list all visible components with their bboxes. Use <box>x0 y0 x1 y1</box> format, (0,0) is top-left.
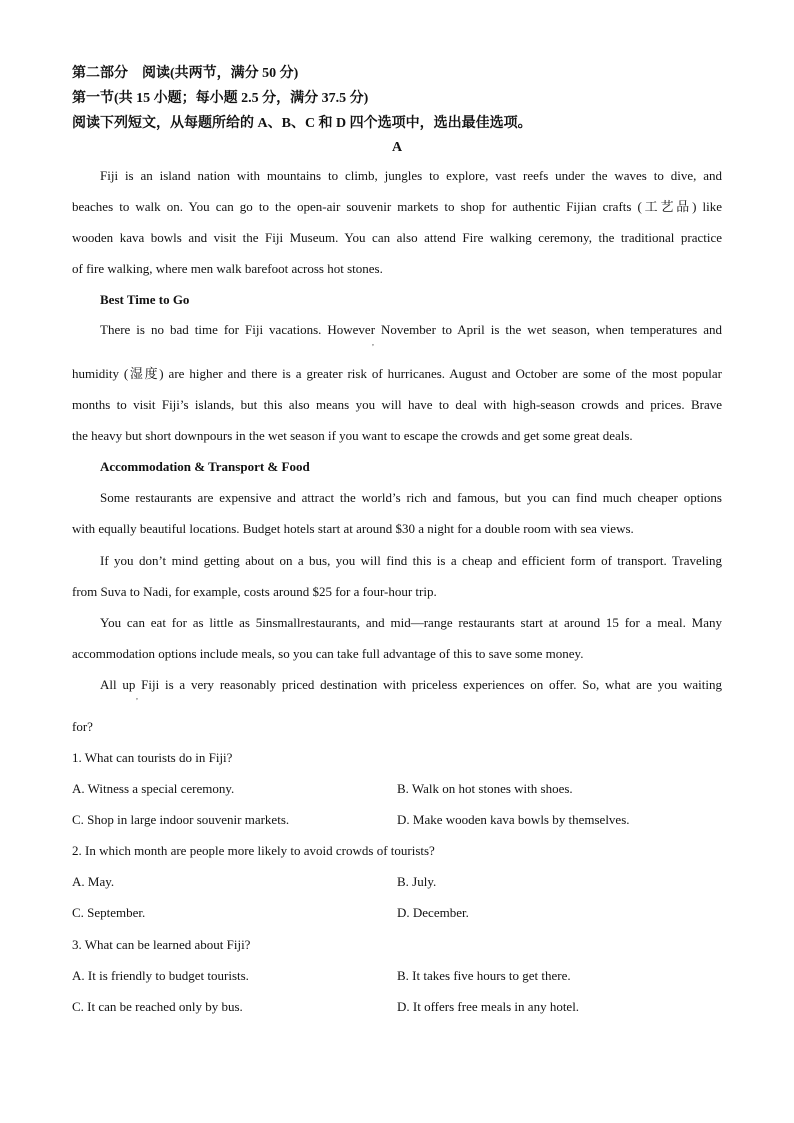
section-title: 第一节(共 15 小题；每小题 2.5 分，满分 37.5 分) <box>72 91 369 106</box>
heading-accommodation: Accommodation & Transport & Food <box>100 459 310 474</box>
paragraph-line: for? <box>72 719 93 734</box>
paragraph-line: Some restaurants are expensive and attract the world’s rich and famous, but you can find much cheaper options <box>100 490 722 505</box>
heading-best-time: Best Time to Go <box>100 292 190 307</box>
paragraph-line: Fiji is an island nation with mountains to climb, jungles to explore, vast reefs under the waves to dive, and <box>100 168 722 183</box>
option-a[interactable]: A. Witness a special ceremony. <box>72 781 235 796</box>
passage-label: A <box>391 140 403 155</box>
paragraph-line: the heavy but short downpours in the wet season if you want to escape the crowds and get some great deals. <box>72 428 633 443</box>
question-stem: 3. What can be learned about Fiji? <box>72 937 251 952</box>
option-c[interactable]: C. Shop in large indoor souvenir markets. <box>72 812 290 827</box>
option-b[interactable]: B. July. <box>397 874 437 889</box>
stray-comma-mark: , <box>372 338 374 347</box>
option-d[interactable]: D. December. <box>397 905 469 920</box>
paragraph-line: You can eat for as little as 5insmallrestaurants, and mid—range restaurants start at around 15 for a meal. Many <box>100 615 722 630</box>
paragraph-line: months to visit Fiji’s islands, but this also means you will have to deal with high-season crowds and prices. Brave <box>72 397 722 412</box>
option-b[interactable]: B. It takes five hours to get there. <box>397 968 571 983</box>
question-stem: 1. What can tourists do in Fiji? <box>72 750 233 765</box>
paragraph-line: There is no bad time for Fiji vacations. However November to April is the wet season, when temperatures and <box>100 322 722 337</box>
option-a[interactable]: A. May. <box>72 874 115 889</box>
part-title: 第二部分 阅读(共两节，满分 50 分) <box>72 66 299 81</box>
paragraph-line: accommodation options include meals, so you can take full advantage of this to save some money. <box>72 646 584 661</box>
option-c[interactable]: C. It can be reached only by bus. <box>72 999 243 1014</box>
option-a[interactable]: A. It is friendly to budget tourists. <box>72 968 249 983</box>
option-d[interactable]: D. It offers free meals in any hotel. <box>397 999 580 1014</box>
paragraph-line: If you don’t mind getting about on a bus, you will find this is a cheap and efficient form of transport. Traveling <box>100 553 722 568</box>
option-b[interactable]: B. Walk on hot stones with shoes. <box>397 781 573 796</box>
paragraph-line: beaches to walk on. You can go to the open-air souvenir markets to shop for authentic Fijian crafts (工艺品) like <box>72 199 722 214</box>
paragraph-line: from Suva to Nadi, for example, costs around $25 for a four-hour trip. <box>72 584 437 599</box>
option-c[interactable]: C. September. <box>72 905 146 920</box>
paragraph-line: with equally beautiful locations. Budget hotels start at around $30 a night for a double room with sea views. <box>72 521 634 536</box>
paragraph-line: of fire walking, where men walk barefoot across hot stones. <box>72 261 383 276</box>
question-stem: 2. In which month are people more likely to avoid crowds of tourists? <box>72 843 435 858</box>
paragraph-line: humidity (湿度) are higher and there is a greater risk of hurricanes. August and October are some of the most popular <box>72 366 722 381</box>
paragraph-line: wooden kava bowls and visit the Fiji Museum. You can also attend Fire walking ceremony, the traditional practice <box>72 230 722 245</box>
paragraph-line: All up Fiji is a very reasonably priced destination with priceless experiences on offer. So, what are you waiting <box>100 677 722 692</box>
instruction: 阅读下列短文，从每题所给的 A、B、C 和 D 四个选项中，选出最佳选项。 <box>72 116 532 131</box>
option-d[interactable]: D. Make wooden kava bowls by themselves. <box>397 812 630 827</box>
stray-comma-mark: , <box>136 692 138 701</box>
